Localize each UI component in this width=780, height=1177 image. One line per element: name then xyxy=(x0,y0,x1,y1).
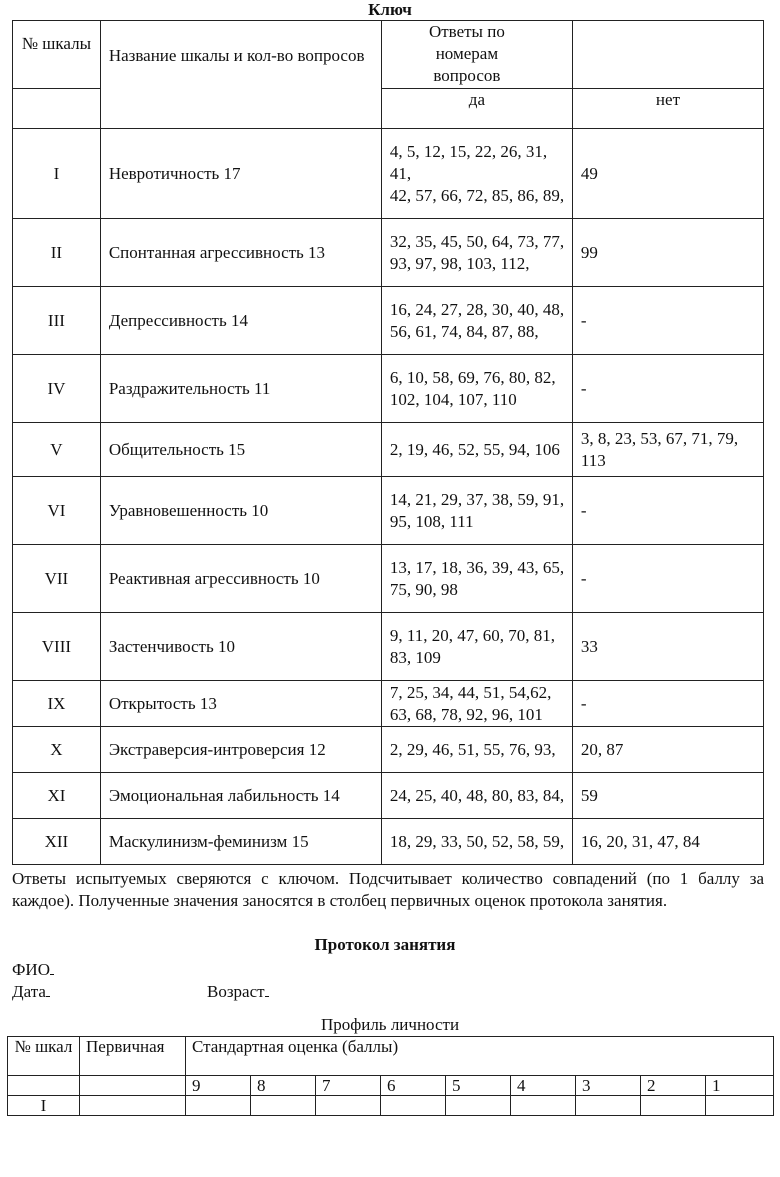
date-blank[interactable] xyxy=(46,980,50,997)
score-4: 4 xyxy=(511,1076,576,1096)
profile-score-cell[interactable] xyxy=(381,1096,446,1116)
profile-row-i xyxy=(8,1096,774,1116)
profile-score-cell[interactable] xyxy=(576,1096,641,1116)
answers-yes-line: 9, 11, 20, 47, 60, 70, 81, xyxy=(389,625,556,645)
answers-no: 16, 20, 31, 47, 84 xyxy=(572,819,763,865)
scale-name: Невротичность 17 xyxy=(100,129,381,219)
score-3: 3 xyxy=(576,1076,641,1096)
scale-name: Застенчивость 10 xyxy=(100,613,381,681)
answers-yes xyxy=(381,477,572,545)
profile-score-row xyxy=(8,1076,774,1096)
scale-number: VII xyxy=(13,545,101,613)
score-5: 5 xyxy=(446,1076,511,1096)
key-row xyxy=(13,219,764,287)
answers-no: 33 xyxy=(572,613,763,681)
key-row xyxy=(13,681,764,727)
answers-yes-line: 95, 108, 111 xyxy=(389,511,474,531)
scale-name: Открытость 13 xyxy=(100,681,381,727)
fio-label: ФИО xyxy=(12,960,50,979)
answers-yes-line: 93, 97, 98, 103, 112, xyxy=(389,253,530,273)
scale-name: Уравновешенность 10 xyxy=(100,477,381,545)
key-row xyxy=(13,423,764,477)
profile-title: Профиль личности xyxy=(320,1015,460,1034)
profile-score-cell[interactable] xyxy=(511,1096,576,1116)
answers-yes-line: 102, 104, 107, 110 xyxy=(389,389,517,409)
age-blank[interactable] xyxy=(265,980,269,997)
answers-yes xyxy=(381,681,572,727)
answers-yes-line: 56, 61, 74, 84, 87, 88, xyxy=(389,321,539,341)
scale-name: Депрессивность 14 xyxy=(100,287,381,355)
key-title: Ключ xyxy=(368,0,412,19)
score-9: 9 xyxy=(186,1076,251,1096)
answers-no: - xyxy=(572,287,763,355)
answers-yes xyxy=(381,423,572,477)
answers-yes xyxy=(381,819,572,865)
protocol-title: Протокол занятия xyxy=(314,935,456,954)
profile-score-cell[interactable] xyxy=(251,1096,316,1116)
key-row xyxy=(13,727,764,773)
answers-yes-line: 16, 24, 27, 28, 30, 40, 48, xyxy=(389,299,565,319)
profile-score-cell[interactable] xyxy=(641,1096,706,1116)
profile-score-cell[interactable] xyxy=(706,1096,774,1116)
profile-col-no xyxy=(8,1037,80,1076)
score-6: 6 xyxy=(381,1076,446,1096)
profile-score-cell[interactable] xyxy=(446,1096,511,1116)
scale-number: XII xyxy=(13,819,101,865)
profile-col-no-text: № шкал xyxy=(14,1037,73,1056)
answers-no: - xyxy=(572,355,763,423)
key-row xyxy=(13,613,764,681)
answers-yes-line: 18, 29, 33, 50, 52, 58, 59, xyxy=(389,831,565,851)
scale-number: XI xyxy=(13,773,101,819)
profile-header-row xyxy=(8,1037,774,1076)
answers-no: 20, 87 xyxy=(572,727,763,773)
score-8: 8 xyxy=(251,1076,316,1096)
scale-name: Раздражительность 11 xyxy=(100,355,381,423)
key-row xyxy=(13,819,764,865)
answers-yes xyxy=(381,129,572,219)
answers-yes-line: 13, 17, 18, 36, 39, 43, 65, xyxy=(389,557,565,577)
answers-yes-line: 75, 90, 98 xyxy=(389,579,458,599)
answers-yes-line: 4, 5, 12, 15, 22, 26, 31, 41, xyxy=(389,141,548,183)
score-2: 2 xyxy=(641,1076,706,1096)
scale-number: IX xyxy=(13,681,101,727)
profile-row-label: I xyxy=(8,1096,80,1116)
scale-number: IV xyxy=(13,355,101,423)
profile-col-primary-text: Первичная xyxy=(86,1037,165,1056)
score-7: 7 xyxy=(316,1076,381,1096)
key-header-row xyxy=(13,21,764,89)
scale-name: Реактивная агрессивность 10 xyxy=(100,545,381,613)
profile-table xyxy=(7,1036,774,1116)
answers-no: - xyxy=(572,681,763,727)
answers-yes-line: 14, 21, 29, 37, 38, 59, 91, xyxy=(389,489,565,509)
fio-field xyxy=(12,958,54,981)
scale-name: Эмоциональная лабильность 14 xyxy=(100,773,381,819)
answers-yes xyxy=(381,613,572,681)
answers-yes-line: 7, 25, 34, 44, 51, 54,62, 63, 68, 78, 92, 96, 101 xyxy=(389,682,552,724)
key-row xyxy=(13,773,764,819)
profile-score-cell[interactable] xyxy=(186,1096,251,1116)
answers-no: 59 xyxy=(572,773,763,819)
date-field xyxy=(12,980,50,1003)
scale-number: VIII xyxy=(13,613,101,681)
scale-name: Экстраверсия-интроверсия 12 xyxy=(100,727,381,773)
answers-no: 49 xyxy=(572,129,763,219)
age-label: Возраст xyxy=(207,982,265,1001)
profile-col-primary xyxy=(80,1037,186,1076)
scale-number: III xyxy=(13,287,101,355)
answers-yes xyxy=(381,355,572,423)
answers-yes-line: 24, 25, 40, 48, 80, 83, 84, xyxy=(389,785,565,805)
scale-name: Общительность 15 xyxy=(100,423,381,477)
subheader-empty xyxy=(13,89,101,129)
key-row xyxy=(13,287,764,355)
profile-score-cell[interactable] xyxy=(316,1096,381,1116)
header-scale-no: № шкалы xyxy=(13,21,101,89)
scale-number: I xyxy=(13,129,101,219)
answers-no: - xyxy=(572,545,763,613)
answers-yes xyxy=(381,287,572,355)
scale-number: V xyxy=(13,423,101,477)
profile-col-standard: Стандартная оценка (баллы) xyxy=(186,1037,774,1076)
answers-no: 3, 8, 23, 53, 67, 71, 79, 113 xyxy=(572,423,763,477)
key-table xyxy=(12,20,764,865)
scale-name: Маскулинизм-феминизм 15 xyxy=(100,819,381,865)
profile-score-empty-primary xyxy=(80,1076,186,1096)
key-row xyxy=(13,545,764,613)
scale-number: II xyxy=(13,219,101,287)
answers-yes-line: 6, 10, 58, 69, 76, 80, 82, xyxy=(389,367,556,387)
profile-primary-cell[interactable] xyxy=(80,1096,186,1116)
key-row xyxy=(13,355,764,423)
answers-yes xyxy=(381,219,572,287)
answers-yes-line: 32, 35, 45, 50, 64, 73, 77, xyxy=(389,231,565,251)
answers-no: - xyxy=(572,477,763,545)
score-1: 1 xyxy=(706,1076,774,1096)
header-yes: да xyxy=(381,89,572,129)
scale-number: VI xyxy=(13,477,101,545)
answers-yes xyxy=(381,727,572,773)
key-row xyxy=(13,129,764,219)
answers-yes xyxy=(381,545,572,613)
header-answers-text: Ответы по номерам вопросов xyxy=(428,22,505,85)
profile-score-empty-no xyxy=(8,1076,80,1096)
header-scale-name: Название шкалы и кол-во вопросов xyxy=(100,21,381,129)
instruction-paragraph: Ответы испытуемых сверяются с ключом. Подсчитывает количество совпадений (по 1 баллу за каждое). Полученные значения заносятся в столбец первичных оценок протокола занятия. xyxy=(12,869,764,910)
header-no: нет xyxy=(572,89,763,129)
answers-yes-line: 2, 19, 46, 52, 55, 94, 106 xyxy=(389,439,560,459)
header-answers xyxy=(381,21,572,89)
answers-yes-line: 83, 109 xyxy=(389,647,441,667)
answers-yes-line: 2, 29, 46, 51, 55, 76, 93, xyxy=(389,739,556,759)
key-row xyxy=(13,477,764,545)
answers-no: 99 xyxy=(572,219,763,287)
answers-yes-line: 42, 57, 66, 72, 85, 86, 89, xyxy=(389,185,565,205)
answers-yes xyxy=(381,773,572,819)
scale-number: X xyxy=(13,727,101,773)
age-field xyxy=(207,980,269,1003)
header-empty xyxy=(572,21,763,89)
scale-name: Спонтанная агрессивность 13 xyxy=(100,219,381,287)
fio-blank[interactable] xyxy=(50,958,54,975)
date-label: Дата xyxy=(12,982,46,1001)
